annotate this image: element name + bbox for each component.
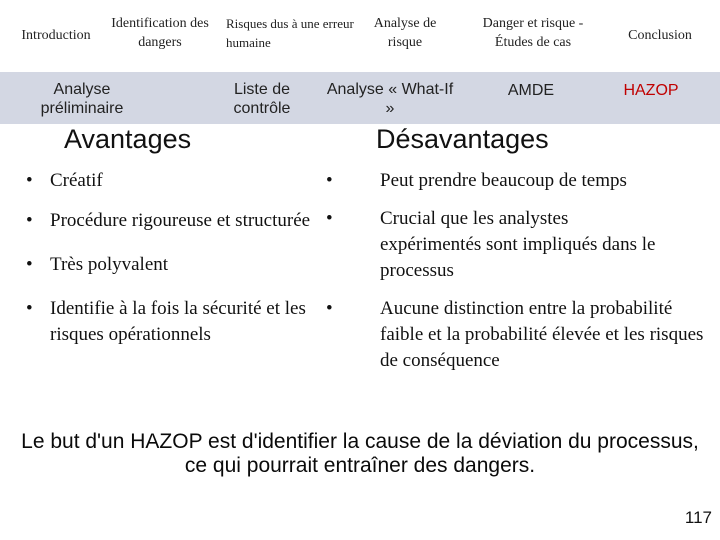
subnav-amde[interactable]: AMDE	[507, 82, 555, 99]
nav-analyse-de-risque[interactable]: Analyse de risque	[373, 16, 437, 50]
subnav-analyse-what-if[interactable]: Analyse « What-If »	[326, 81, 454, 117]
disadvantages-heading: Désavantages	[376, 124, 549, 154]
list-item	[26, 208, 326, 234]
sub-navigation	[0, 72, 720, 124]
page-number: 117	[684, 508, 712, 527]
nav-introduction[interactable]: Introduction	[21, 28, 91, 43]
hazop-summary: Le but d'un HAZOP est d'identifier la cause de la déviation du processus, ce qui pourrait entraîner des dangers.	[21, 430, 699, 477]
disadvantage-text: Aucune distinction entre la probabilité faible et la probabilité élevée et les risques de conséquence	[380, 298, 704, 371]
advantage-text: Créatif	[50, 170, 103, 191]
list-item	[26, 296, 326, 348]
list-item	[26, 168, 326, 194]
advantage-text: Procédure rigoureuse et structurée	[50, 210, 311, 231]
disadvantage-text: Crucial que les analystes expérimentés sont impliqués dans le processus	[380, 208, 656, 281]
nav-danger-et-risque-etudes-de-cas[interactable]: Danger et risque - Études de cas	[482, 16, 584, 50]
advantage-text: Identifie à la fois la sécurité et les risques opérationnels	[50, 298, 306, 345]
advantage-text: Très polyvalent	[50, 254, 169, 275]
disadvantage-text: Peut prendre beaucoup de temps	[380, 170, 627, 191]
nav-conclusion[interactable]: Conclusion	[628, 28, 692, 43]
list-item	[26, 252, 326, 278]
subnav-liste-de-controle[interactable]: Liste de contrôle	[233, 81, 291, 117]
advantages-list	[26, 168, 326, 348]
advantages-heading: Avantages	[64, 124, 192, 154]
list-item	[326, 168, 712, 194]
list-item	[326, 296, 712, 374]
nav-identification-des-dangers[interactable]: Identification des dangers	[111, 16, 209, 50]
subnav-analyse-preliminaire[interactable]: Analyse préliminaire	[40, 81, 124, 117]
subnav-hazop[interactable]: HAZOP	[623, 82, 679, 99]
top-navigation	[0, 0, 720, 72]
disadvantages-list	[326, 168, 712, 374]
nav-risques-erreur-humaine[interactable]: Risques dus à une erreur humaine	[226, 16, 354, 50]
list-item	[326, 206, 712, 284]
